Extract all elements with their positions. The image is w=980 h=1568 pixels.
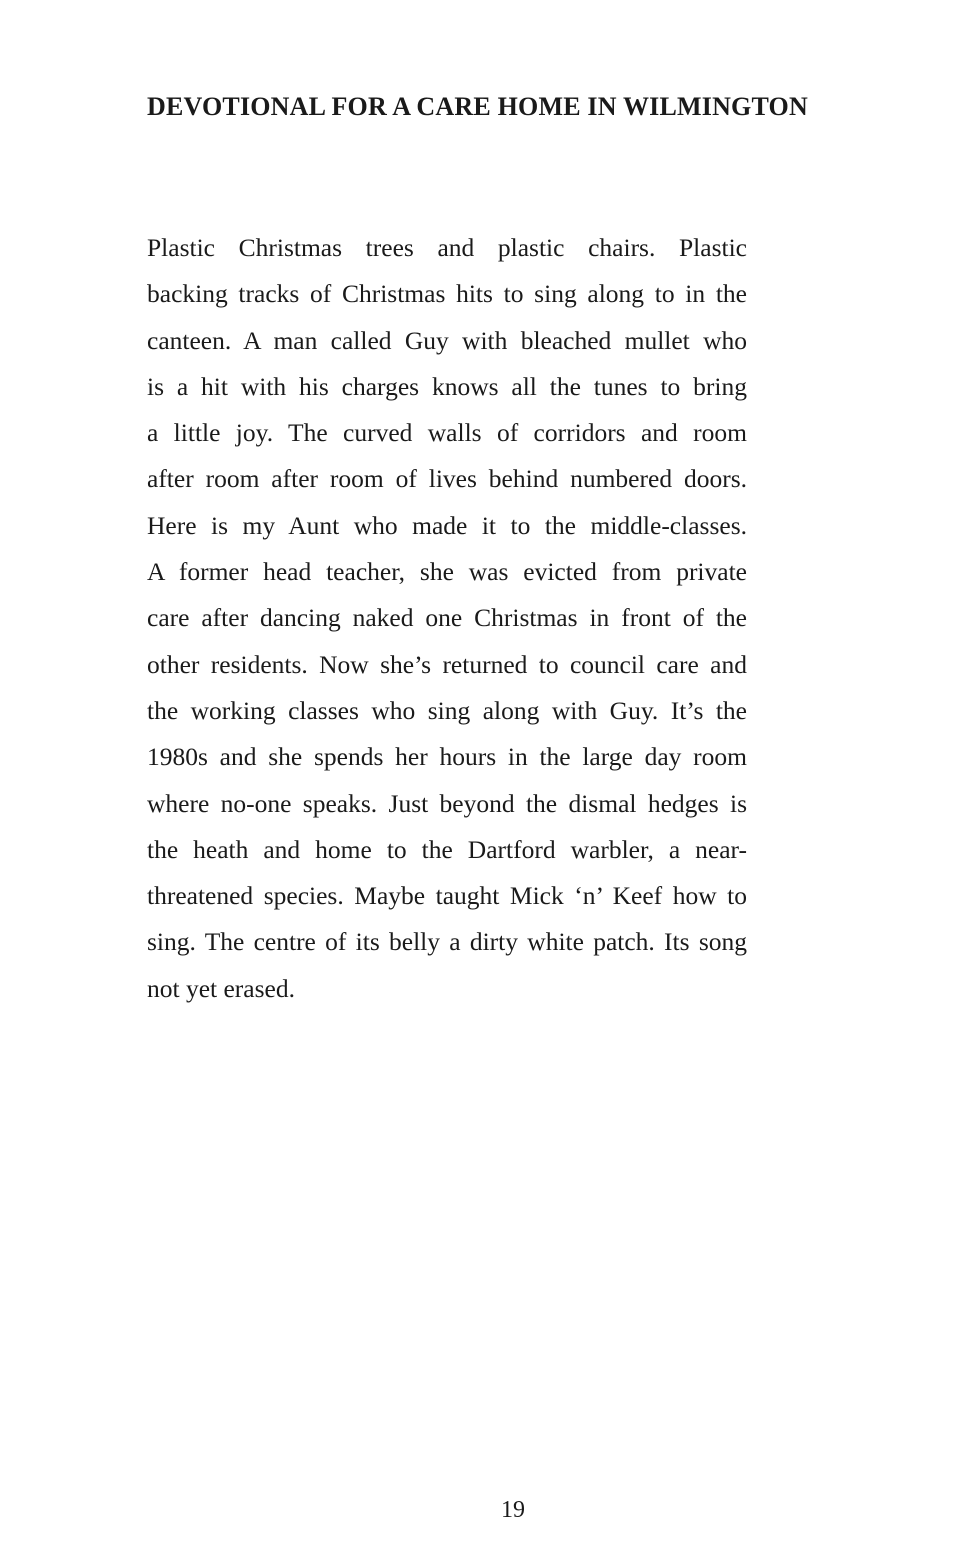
poem-line: where no-one speaks. Just beyond the dismal hedges is (147, 788, 747, 818)
poem-line: threatened species. Maybe taught Mick ‘n’ Keef how to (147, 881, 747, 911)
poem-line: after room after room of lives behind numbered doors. (147, 464, 747, 494)
poem-line: sing. The centre of its belly a dirty white patch. Its song (147, 927, 747, 957)
poem-line: 1980s and she spends her hours in the large day room (147, 742, 747, 772)
poem-line: the heath and home to the Dartford warbler, a near- (147, 834, 747, 864)
poem-line: is a hit with his charges knows all the tunes to bring (147, 371, 747, 401)
poem-line: the working classes who sing along with Guy. It’s the (147, 695, 747, 725)
poem-line: A former head teacher, she was evicted from private (147, 557, 747, 587)
poem-line: care after dancing naked one Christmas in front of the (147, 603, 747, 633)
poem-line: backing tracks of Christmas hits to sing along to in the (147, 279, 747, 309)
poem-line: canteen. A man called Guy with bleached mullet who (147, 325, 747, 355)
poem-title: DEVOTIONAL FOR A CARE HOME IN WILMINGTON (147, 92, 808, 121)
poem-line: Here is my Aunt who made it to the middle-classes. (147, 510, 747, 540)
page-number: 19 (501, 1497, 525, 1523)
poem-line: a little joy. The curved walls of corridors and room (147, 418, 747, 448)
poem-body (147, 225, 747, 1012)
poem-line: Plastic Christmas trees and plastic chairs. Plastic (147, 233, 747, 262)
poem-line: not yet erased. (147, 973, 295, 1003)
poem-line: other residents. Now she’s returned to council care and (147, 649, 747, 679)
